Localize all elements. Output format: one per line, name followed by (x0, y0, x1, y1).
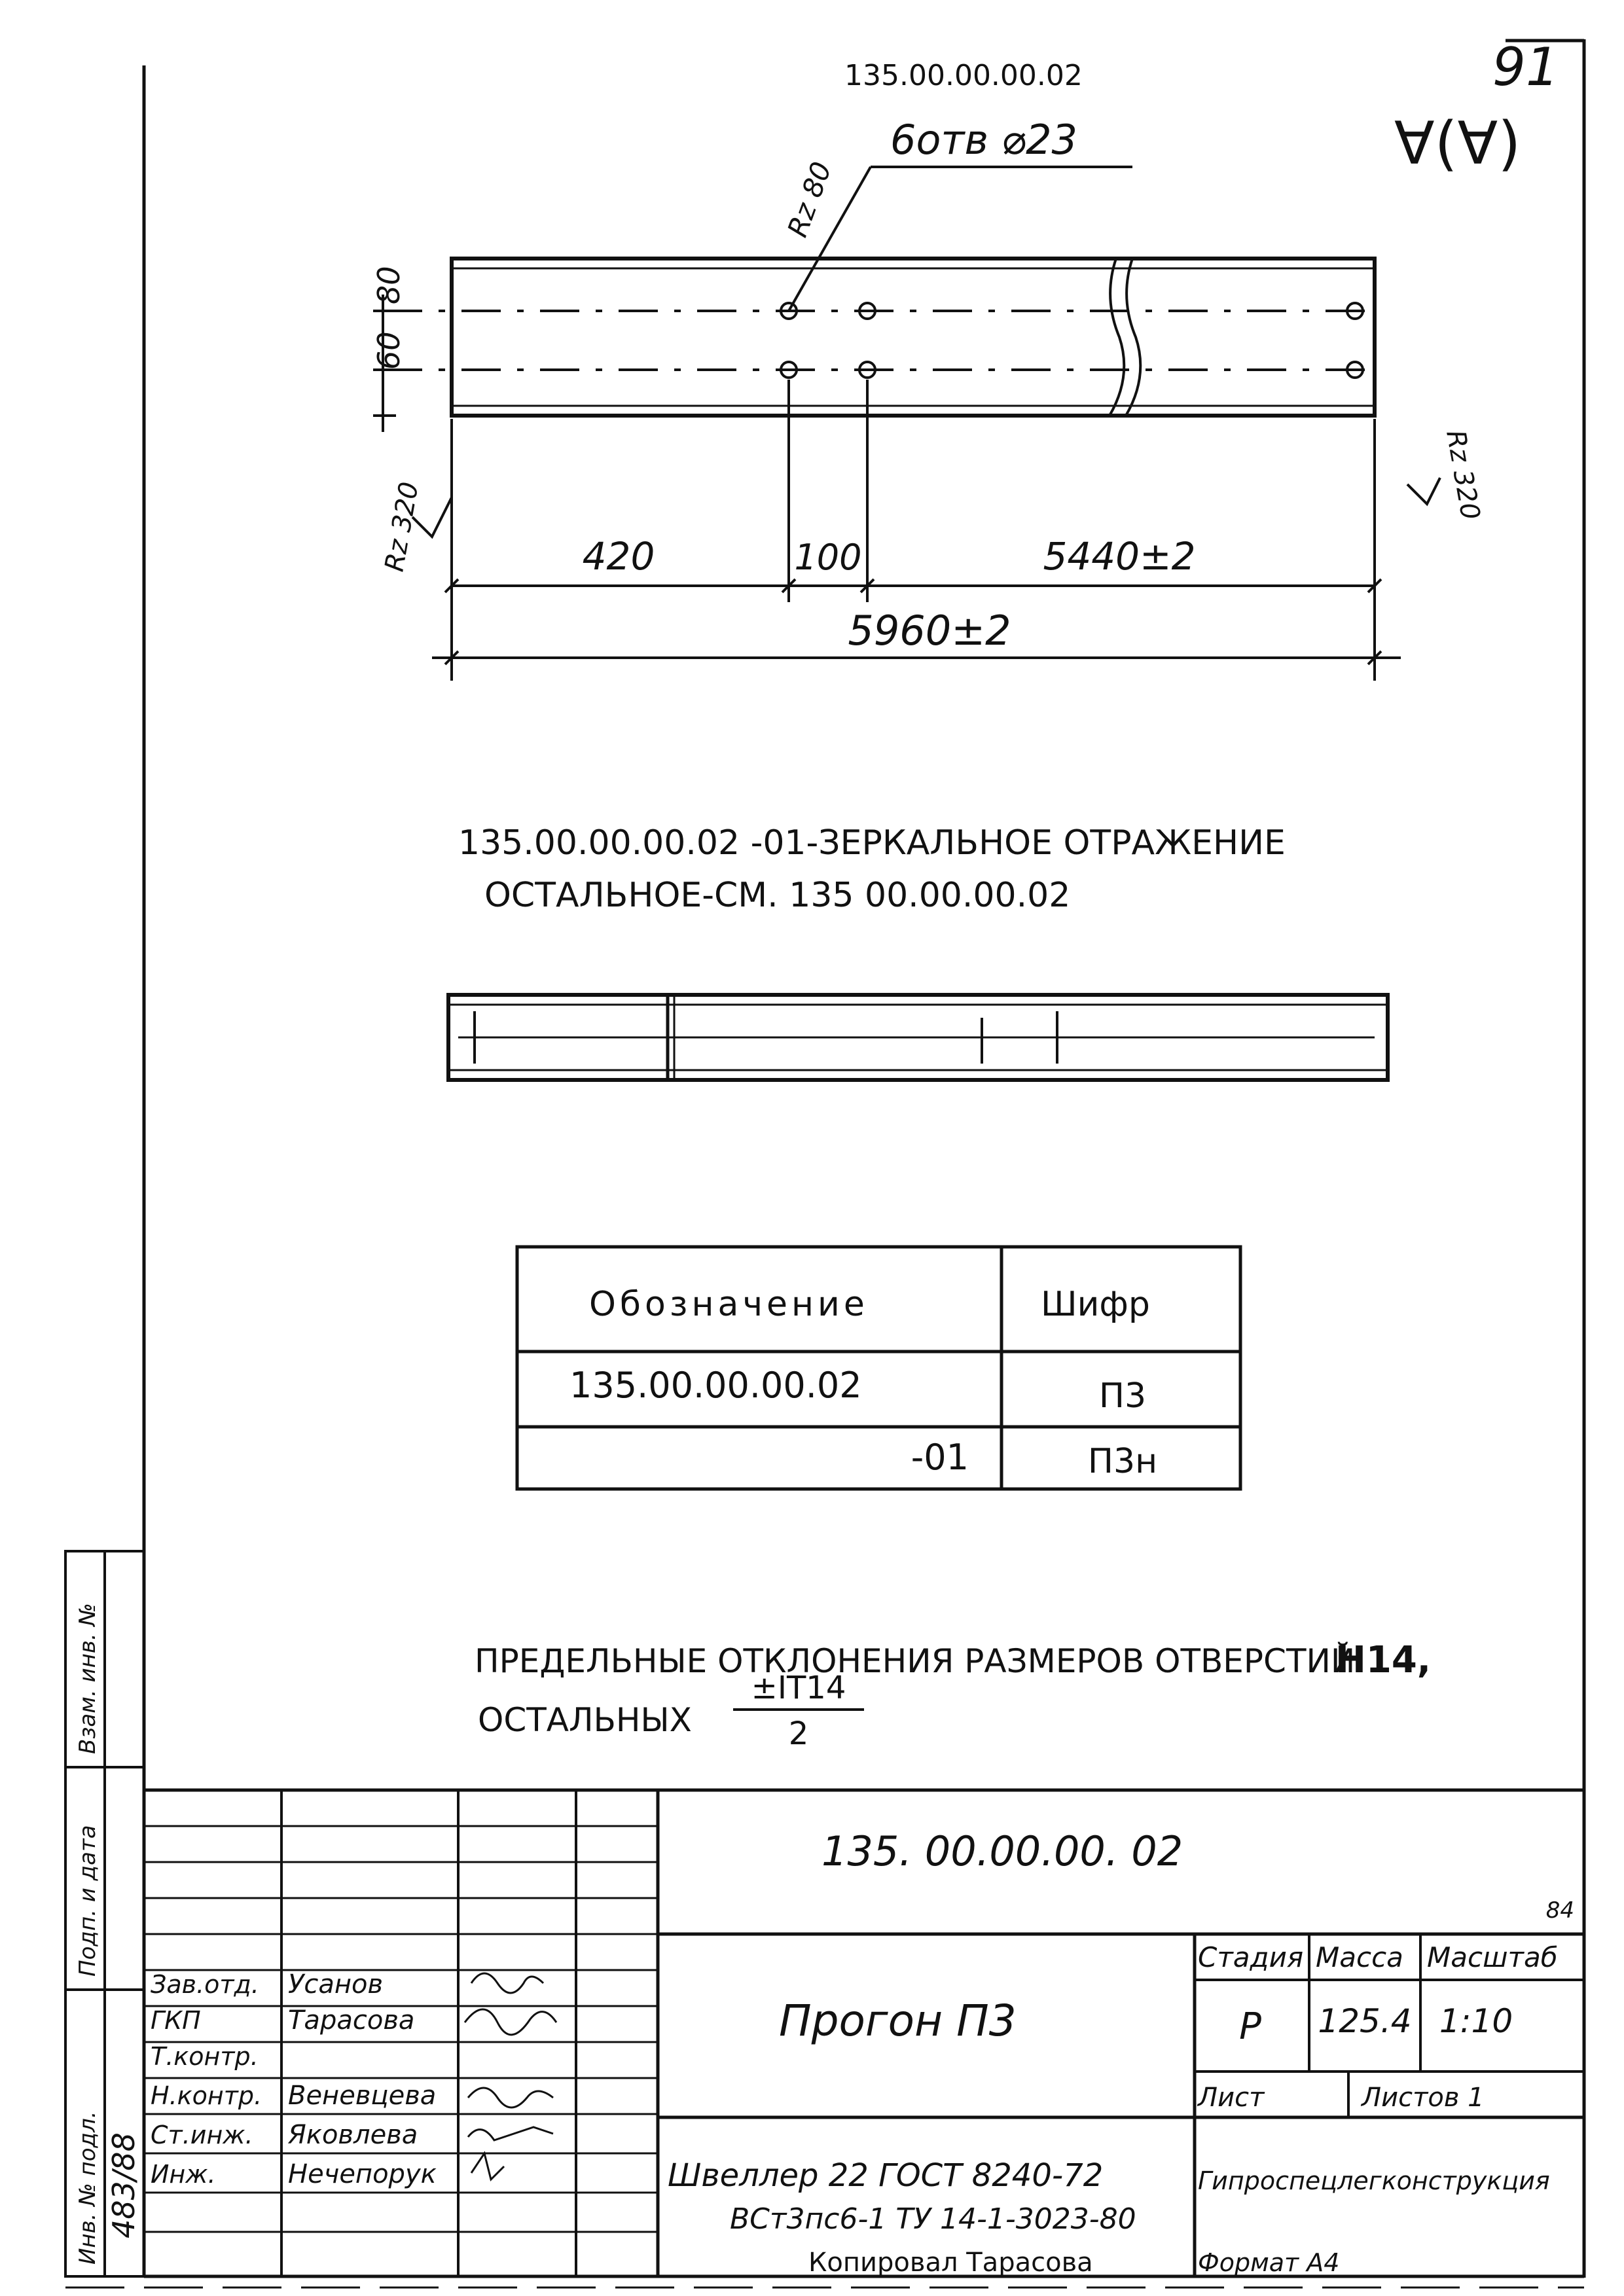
beam-plan-view (448, 995, 1388, 1080)
role-name: Веневцева (288, 2081, 437, 2111)
roughness-hole-label: Rz 80 (781, 157, 838, 242)
corner-number: 84 (1545, 1897, 1574, 1924)
organization-name: Гипроспецлегконструкция (1198, 2166, 1550, 2195)
roughness-mark: ∀(∀) (1394, 109, 1521, 178)
scale-label: Масштаб (1427, 1941, 1558, 1973)
title-block-doc-code: 135. 00.00.00. 02 (821, 1827, 1183, 1875)
table-header-code: Шифр (1041, 1285, 1150, 1324)
roughness-left-label: Rz 320 (379, 479, 425, 574)
stamp-inv-label: Инв. № подл. (75, 2111, 101, 2265)
dim-80: 80 (371, 266, 406, 304)
tolerance-note-line1: ПРЕДЕЛЬНЫЕ ОТКЛОНЕНИЯ РАЗМЕРОВ ОТВЕРСТИЙ (475, 1642, 1356, 1680)
dim-60: 60 (371, 331, 406, 370)
copied-by: Копировал Тарасова (808, 2248, 1093, 2278)
role-label: Т.контр. (151, 2042, 259, 2071)
sheets-label: Листов 1 (1362, 2083, 1485, 2113)
tolerance-note-line2: ОСТАЛЬНЫХ (478, 1701, 692, 1739)
table-cell-code: П3 (1098, 1376, 1147, 1416)
tolerance-fraction-denominator: 2 (788, 1715, 809, 1752)
role-name: Тарасова (288, 2005, 415, 2036)
beam-main-view (373, 167, 1440, 681)
mass-value: 125.4 (1318, 2002, 1412, 2040)
break-line-right (1126, 259, 1140, 416)
dim-5440: 5440±2 (1043, 534, 1196, 579)
stamp-sign-label: Подп. и дата (75, 1825, 101, 1977)
material-line1: Швеллер 22 ГОСТ 8240-72 (668, 2157, 1104, 2194)
role-name: Яковлева (288, 2120, 418, 2150)
stage-label: Стадия (1198, 1941, 1304, 1973)
material-line2: ВСт3пс6-1 ТУ 14-1-3023-80 (730, 2202, 1136, 2236)
mirror-note-line2: ОСТАЛЬНОЕ-СМ. 135 00.00.00.02 (484, 876, 1071, 915)
role-label: Инж. (151, 2160, 216, 2189)
role-name: Усанов (288, 1969, 384, 2000)
beam-outline (452, 259, 1375, 416)
page-number: 91 (1492, 37, 1559, 98)
role-label: Н.контр. (151, 2081, 262, 2110)
role-label: ГКП (151, 2006, 201, 2035)
tolerance-note-value: H14, (1335, 1639, 1432, 1681)
role-label: Ст.инж. (151, 2121, 253, 2149)
title-block-title: Прогон П3 (779, 1996, 1017, 2046)
table-header-designation: Обозначение (589, 1285, 869, 1324)
sheet-label: Лист (1198, 2083, 1265, 2113)
dim-5960: 5960±2 (848, 607, 1011, 655)
format-note: Формат А4 (1198, 2248, 1340, 2277)
role-name: Нечепорук (288, 2159, 437, 2189)
table-cell-code: П3н (1087, 1442, 1158, 1481)
scale-value: 1:10 (1439, 2002, 1513, 2040)
stamp-inv-number: 483/88 (106, 2132, 141, 2238)
role-label: Зав.отд. (151, 1970, 259, 1999)
tolerance-fraction-numerator: ±IT14 (751, 1670, 846, 1706)
roughness-right-label: Rz 320 (1440, 427, 1486, 522)
holes-note: 6отв ⌀23 (890, 116, 1077, 164)
table-cell-designation: -01 (911, 1437, 969, 1478)
roughness-right-sign (1407, 478, 1440, 504)
stage-value: Р (1239, 2005, 1261, 2048)
signatures (465, 1973, 556, 2179)
break-line-left (1110, 259, 1124, 416)
dim-420: 420 (582, 534, 655, 579)
mirror-note-line1: 135.00.00.00.02 -01-ЗЕРКАЛЬНОЕ ОТРАЖЕНИЕ (458, 823, 1286, 863)
stamp-replace-label: Взам. инв. № (75, 1603, 101, 1754)
dim-100: 100 (794, 537, 862, 578)
mass-label: Масса (1316, 1941, 1403, 1973)
top-doc-code: 135.00.00.00.02 (844, 59, 1083, 92)
table-cell-designation: 135.00.00.00.02 (569, 1365, 862, 1406)
